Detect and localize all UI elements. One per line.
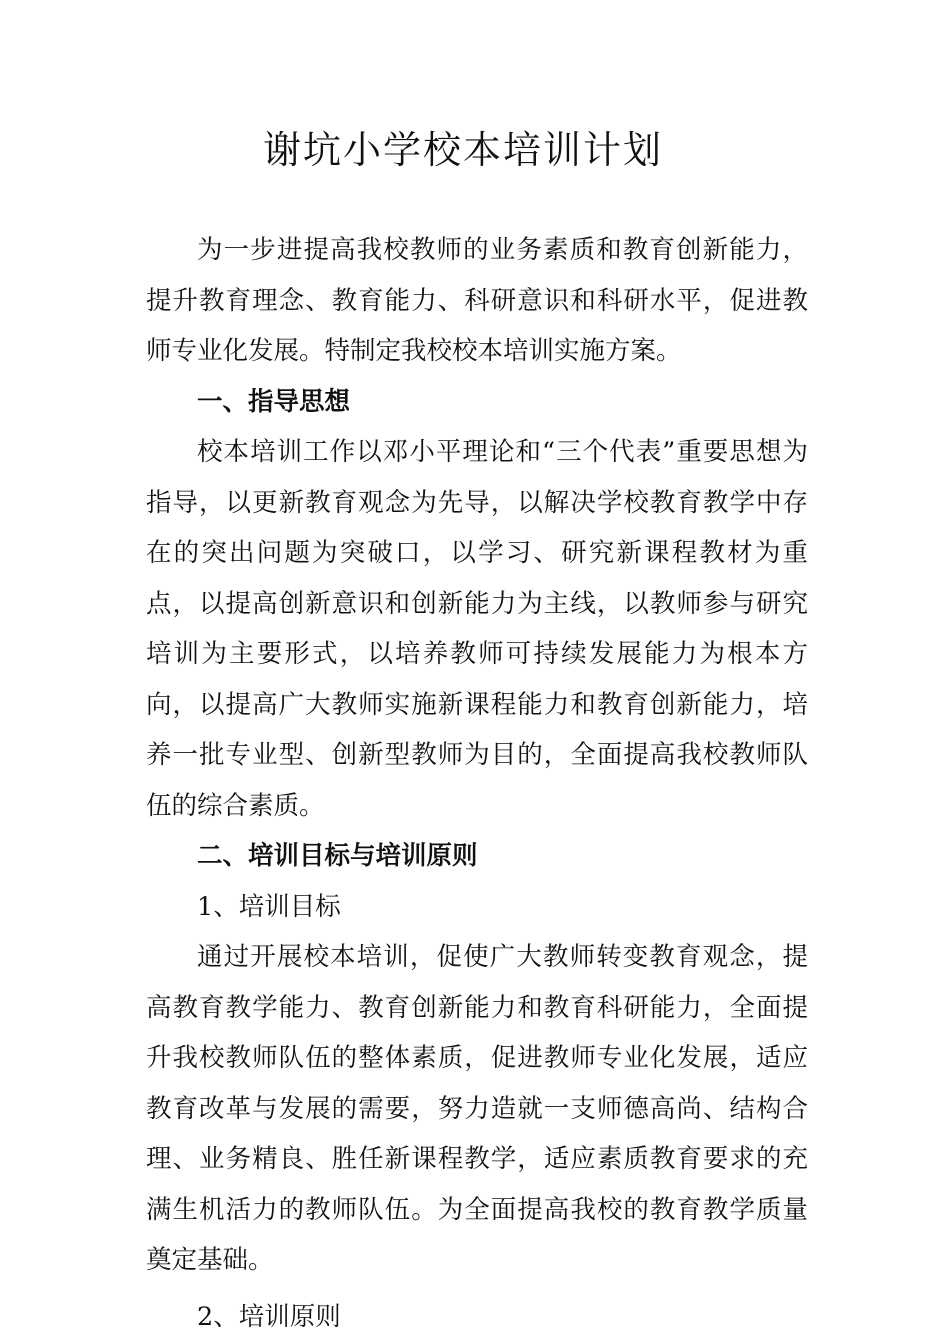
section-heading-guiding-ideology: 一、指导思想 bbox=[197, 386, 351, 417]
section-heading-goals-principles: 二、培训目标与培训原则 bbox=[197, 841, 478, 871]
subheading-training-principles: 2、培训原则 bbox=[197, 1301, 341, 1332]
training-goals-paragraph: 通过开展校本培训，促使广大教师转变教育观念，提高教育教学能力、教育创新能力和教育科研能力，全面提升我校教师队伍的整体素质，促进教师专业化发展，适应教育改革与发展的需要，努力造就一支师德高尚、结构合理、业务精良、胜任新课程教学，适应素质教育要求的充满生机活力的教师队伍。为全面提高我校的教育教学质量奠定基础。 bbox=[146, 942, 808, 1275]
page-title: 谢坑小学校本培训计划 bbox=[262, 128, 663, 172]
subheading-training-goals: 1、培训目标 bbox=[197, 891, 341, 922]
intro-paragraph: 为一步进提高我校教师的业务素质和教育创新能力，提升教育理念、教育能力、科研意识和科研水平，促进教师专业化发展。特制定我校校本培训实施方案。 bbox=[146, 235, 808, 366]
document-body bbox=[146, 225, 808, 1342]
guiding-ideology-paragraph: 校本培训工作以邓小平理论和“三个代表”重要思想为指导，以更新教育观念为先导，以解决学校教育教学中存在的突出问题为突破口，以学习、研究新课程教材为重点，以提高创新意识和创新能力为主线，以教师参与研究培训为主要形式，以培养教师可持续发展能力为根本方向，以提高广大教师实施新课程能力和教育创新能力，培养一批专业型、创新型教师为目的，全面提高我校教师队伍的综合素质。 bbox=[146, 437, 808, 821]
